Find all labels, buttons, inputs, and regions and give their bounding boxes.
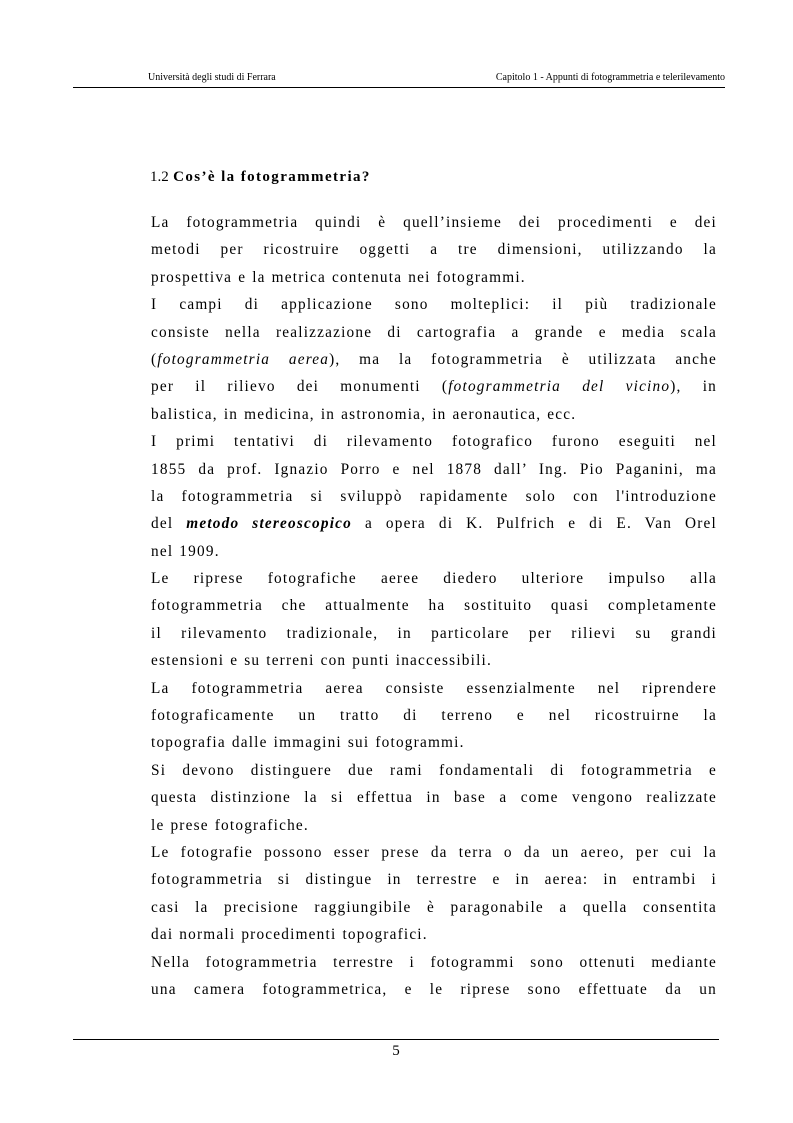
text-line: una camera fotogrammetrica, e le riprese sono effettuate da un	[151, 980, 717, 998]
body-text	[151, 209, 717, 1003]
text-line: Si devono distinguere due rami fondamentali di fotogrammetria e	[151, 761, 717, 779]
footer-divider	[73, 1039, 719, 1040]
text-line: I primi tentativi di rilevamento fotografico furono eseguiti nel	[151, 433, 717, 451]
italic-term: fotogrammetria aerea	[157, 350, 330, 368]
text-line: Nella fotogrammetria terrestre i fotogrammi sono ottenuti mediante	[151, 953, 717, 971]
text-line: 1855 da prof. Ignazio Porro e nel 1878 dall’ Ing. Pio Paganini, ma	[151, 460, 717, 478]
text-line: consiste nella realizzazione di cartografia a grande e media scala	[151, 323, 717, 341]
text-line: Le riprese fotografiche aeree diedero ulteriore impulso alla	[151, 570, 717, 588]
text-line: I campi di applicazione sono molteplici: il più tradizionale	[151, 296, 717, 314]
italic-term: fotogrammetria del vicino	[448, 378, 671, 396]
text-line: Le fotografie possono esser prese da terra o da un aereo, per cui la	[151, 843, 717, 861]
text-line: prospettiva e la metrica contenuta nei fotogrammi.	[151, 268, 526, 286]
text-line: del metodo stereoscopico a opera di K. Pulfrich e di E. Van Orel	[151, 515, 717, 533]
header-chapter: Capitolo 1 - Appunti di fotogrammetria e telerilevamento	[495, 72, 725, 83]
text-line: per il rilievo dei monumenti (fotogrammetria del vicino), in	[151, 378, 717, 396]
text-line: fotogrammetria si distingue in terrestre e in aerea: in entrambi i	[151, 871, 717, 889]
text-line: casi la precisione raggiungibile è paragonabile a quella consentita	[151, 898, 717, 916]
page-header	[148, 70, 725, 86]
text-line: dai normali procedimenti topografici.	[151, 926, 428, 944]
header-divider	[73, 87, 725, 88]
text-line: metodi per ricostruire oggetti a tre dimensioni, utilizzando la	[151, 241, 717, 259]
text-line: La fotogrammetria aerea consiste essenzialmente nel riprendere	[151, 679, 717, 697]
text-line: estensioni e su terreni con punti inaccessibili.	[151, 652, 492, 670]
text-line: topografia dalle immagini sui fotogrammi.	[151, 734, 465, 752]
text-line: le prese fotografiche.	[151, 816, 309, 834]
bold-italic-term: metodo stereoscopico	[186, 515, 353, 533]
section-heading	[150, 166, 371, 188]
text-line: (fotogrammetria aerea), ma la fotogrammetria è utilizzata anche	[151, 350, 717, 368]
section-number: 1.2	[150, 169, 169, 185]
text-line: balistica, in medicina, in astronomia, in aeronautica, ecc.	[151, 405, 577, 423]
text-line: fotogrammetria che attualmente ha sostituito quasi completamente	[151, 597, 717, 615]
text-line: il rilevamento tradizionale, in particolare per rilievi su grandi	[151, 624, 717, 642]
text-line: fotograficamente un tratto di terreno e nel ricostruirne la	[151, 707, 717, 725]
page-number: 5	[392, 1043, 400, 1059]
text-line: nel 1909.	[151, 542, 220, 560]
text-line: La fotogrammetria quindi è quell’insieme dei procedimenti e dei	[151, 214, 717, 231]
text-line: questa distinzione la si effettua in base a come vengono realizzate	[151, 789, 717, 807]
text-line: la fotogrammetria si sviluppò rapidamente solo con l'introduzione	[151, 487, 717, 505]
header-university: Università degli studi di Ferrara	[148, 72, 276, 83]
section-title: Cos’è la fotogrammetria?	[173, 169, 371, 185]
